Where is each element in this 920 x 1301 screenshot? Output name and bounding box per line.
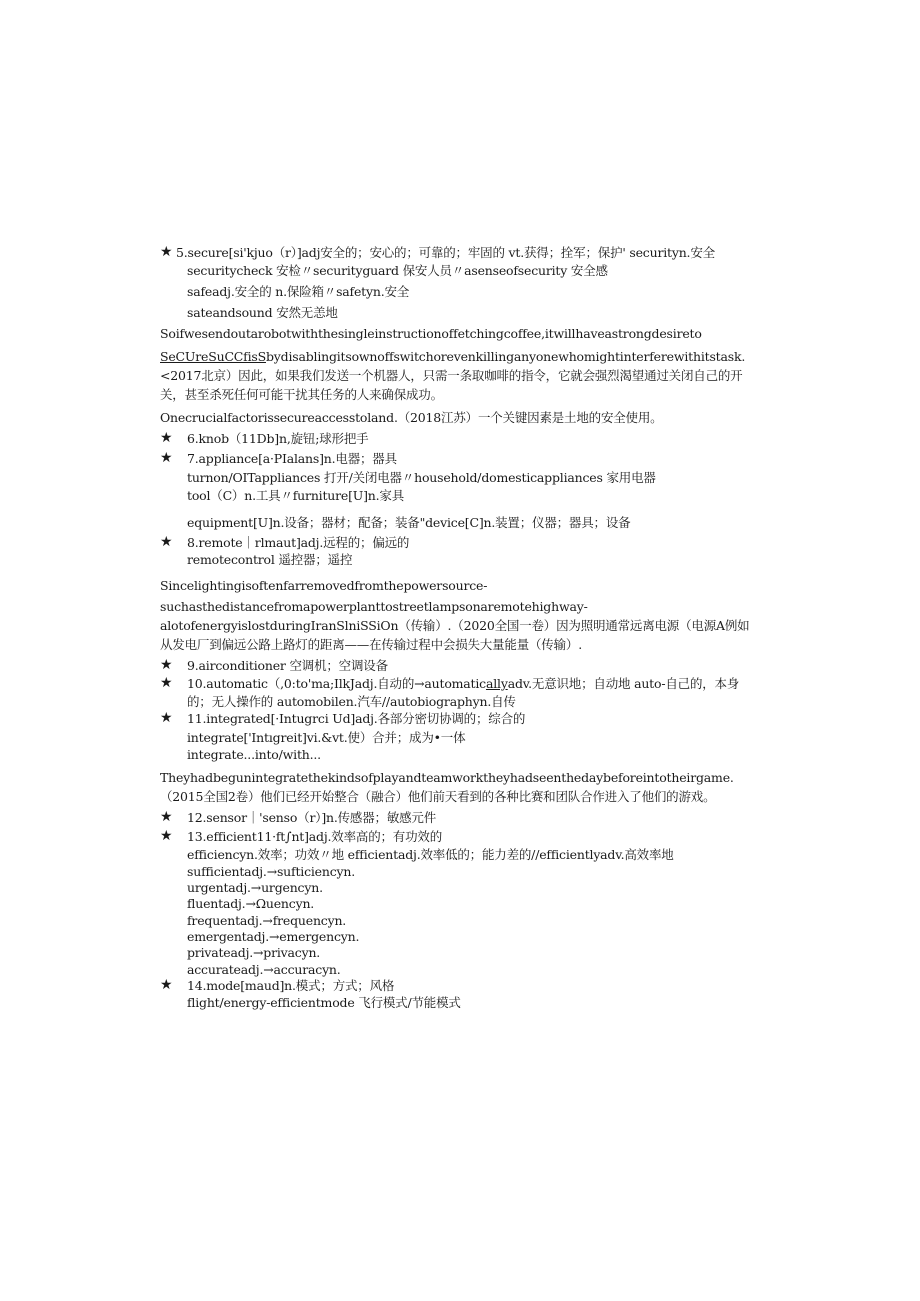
entry-appliance-phrases: turnon/OITappliances 打开/关闭电器〃household/domesticappliances 家用电器 [187, 470, 656, 485]
star-marker: ★ [160, 675, 173, 691]
entry-automatic [187, 675, 755, 711]
entry-equipment-device: equipment[U]n.设备；器材；配备；装备"device[C]n.装置；仪器；器具；设备 [187, 515, 631, 530]
example-sentence-lighting-line1: Sincelightingisoftenfarremovedfromthepowersource- [160, 578, 488, 593]
star-marker: ★ [160, 977, 173, 993]
star-marker: ★ [160, 430, 173, 446]
automatic-text: adv.无意识地；自动地 auto-自己的，本身的；无人操作的 automobilen.汽车//autobiographyn.自传 [187, 676, 740, 709]
entry-sensor: 12.sensor｜'senso（r）]n.传感器；敏感元件 [187, 810, 437, 825]
entry-tool-furniture: tool（C）n.工具〃furniture[U]n.家具 [187, 488, 405, 503]
example-sentence-line1: Soifwesendoutarobotwiththesingleinstructionoffetchingcoffee,itwillhaveastrongdesireto [160, 326, 702, 341]
word-pair-frequent: frequentadj.→frequencyn. [187, 913, 347, 928]
entry-remote: 8.remote｜rlmaut]adj.远程的；偏远的 [187, 535, 410, 550]
example-sentence-integrate: Theyhadbegunintegratethekindsofplayandteamworktheyhadseenthedaybeforeintotheirgame.（2015全国2卷）他们已经开始整合（融合）他们前天看到的各种比赛和团队合作进入了他们的游戏。 [160, 770, 734, 804]
underlined-word: SeCUreSuCCfisS [160, 349, 266, 364]
entry-secure: 5.secure[si'kjuo（r）]adj安全的；安心的；可靠的；牢固的 vt.获得；拴军；保护' securityn.安全 [176, 245, 715, 260]
example-sentence-land: Onecrucialfactorissecureaccesstoland.（2018江苏）一个关键因素是土地的安全使用。 [160, 410, 663, 425]
entry-appliance: 7.appliance[a·PIalans]n.电器；器具 [187, 451, 397, 466]
entry-integrate-phrase: integrate...into/with... [187, 747, 321, 762]
entry-efficient: 13.efficient11·ft∫nt]adj.效率高的；有功效的 [187, 829, 442, 844]
entry-integrate: integrate['Intıgreit]vi.&vt.使）合并；成为•一体 [187, 730, 466, 745]
star-marker: ★ [160, 244, 173, 260]
word-pair-sufficient: sufficientadj.→sufticiencyn. [187, 864, 356, 879]
star-marker: ★ [160, 809, 173, 825]
star-marker: ★ [160, 534, 173, 550]
example-sentence-text: bydisablingitsownoffswitchorevenkillinganyonewhomightinterferewithitstask.<2017北京）因此，如果我们发送一个机器人，只需一条取咖啡的指令，它就会强烈渴望通过关闭自己的开关，甚至杀死任何可能干扰其任务的人来确保成功。 [160, 349, 746, 402]
entry-integrated: 11.integrated[·Intugrci Ud]adj.各部分密切协调的；综合的 [187, 711, 526, 726]
entry-efficiency: efficiencyn.效率；功效〃地 efficientadj.效率低的；能力差的//efficientlyadv.高效率地 [187, 847, 674, 862]
star-marker: ★ [160, 657, 173, 673]
entry-mode: 14.mode[maud]n.模式；方式；风格 [187, 978, 395, 993]
example-sentence-lighting: suchasthedistancefromapowerplanttostreetlampsonaremotehighway-alotofenergyislostduringIranSlniSSiOn（传输）.（2020全国一卷）因为照明通常远离电源（电源A例如从发电厂到偏远公路上路灯的距离——在传输过程中会损失大量能量（传输）. [160, 599, 750, 652]
example-sentence-secure [160, 347, 755, 404]
entry-mode-phrases: flight/energy-efficientmode 飞行模式/节能模式 [187, 995, 461, 1010]
entry-knob: 6.knob（11Db]n,旋钮;球形把手 [187, 431, 369, 446]
word-pair-accurate: accurateadj.→accuracyn. [187, 962, 341, 977]
entry-air-conditioner: 9.airconditioner 空调机；空调设备 [187, 658, 388, 673]
word-pair-private: privateadj.→privacyn. [187, 945, 321, 960]
star-marker: ★ [160, 450, 173, 466]
entry-safe: safeadj.安全的 n.保险箱〃safetyn.安全 [187, 284, 410, 299]
star-marker: ★ [160, 710, 173, 726]
word-pair-urgent: urgentadj.→urgencyn. [187, 880, 323, 895]
word-pair-fluent: fluentadj.→Ωuencyn. [187, 896, 315, 911]
star-marker: ★ [160, 828, 173, 844]
word-pair-emergent: emergentadj.→emergencyn. [187, 929, 360, 944]
underlined-suffix: ally [485, 676, 508, 691]
automatic-text-pre: 10.automatic（,0:to'ma;IlkJadj.自动的→automatic [187, 676, 486, 691]
entry-remote-control: remotecontrol 遥控器；遥控 [187, 552, 353, 567]
entry-safe-and-sound: sateandsound 安然无恙地 [187, 305, 338, 320]
entry-secure-phrases: securitycheck 安检〃securityguard 保安人员〃asenseofsecurity 安全感 [187, 263, 608, 278]
